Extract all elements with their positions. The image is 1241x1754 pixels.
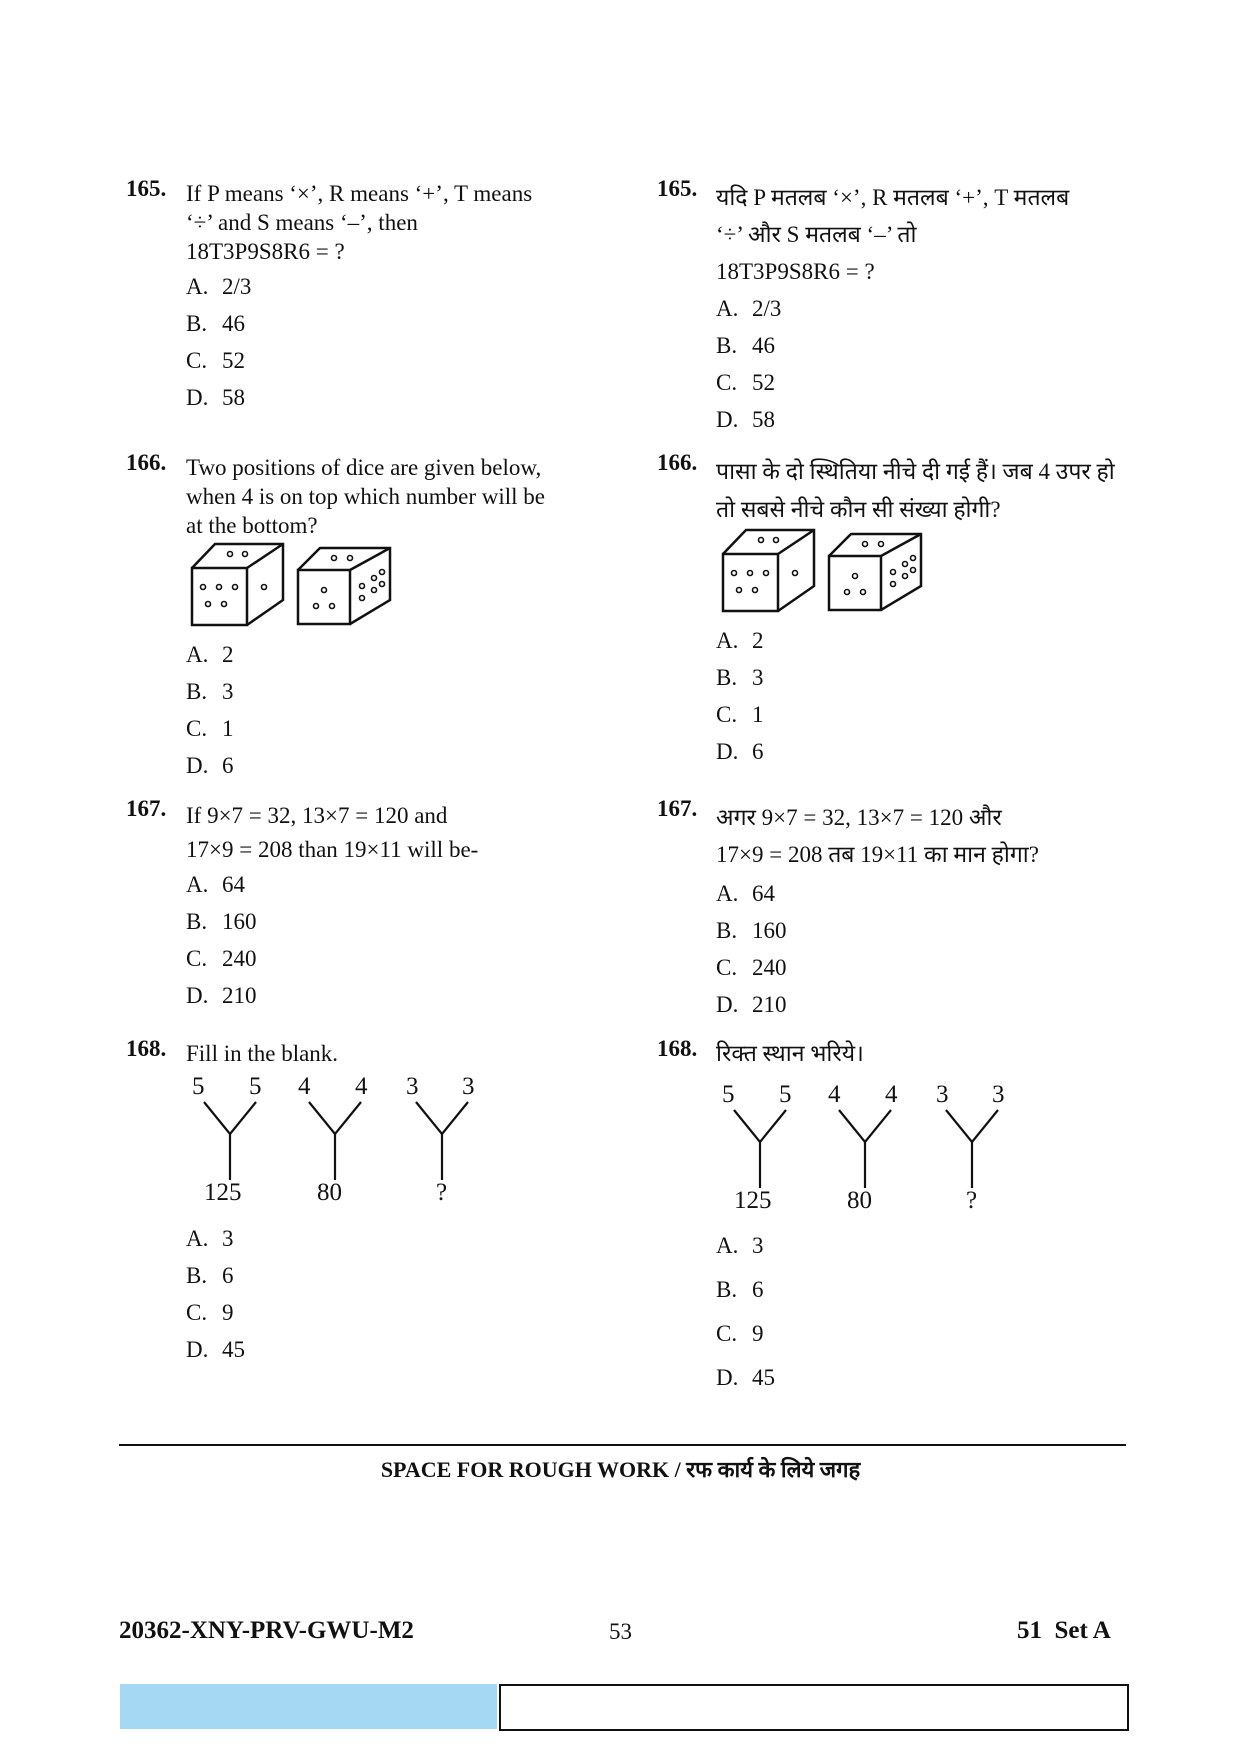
option-b[interactable]: B. 46	[186, 311, 245, 336]
tree-3-bottom: ?	[436, 1179, 448, 1206]
question-line: Fill in the blank.	[186, 1041, 339, 1066]
option-a[interactable]: A. 2/3	[186, 274, 252, 299]
tree-1-bottom: 125	[734, 1187, 772, 1214]
option-c[interactable]: C. 52	[716, 370, 775, 395]
option-b[interactable]: B. 160	[716, 918, 787, 943]
question-number: 168.	[657, 1036, 698, 1061]
question-line: Two positions of dice are given below,	[186, 455, 542, 480]
dice-figure	[190, 542, 395, 630]
question-text	[186, 179, 532, 266]
option-a[interactable]: A. 64	[186, 872, 245, 897]
tree-2-right: 4	[355, 1073, 368, 1100]
question-number: 166.	[657, 450, 698, 475]
option-c[interactable]: C. 240	[716, 955, 787, 980]
question-line: ‘÷’ और S मतलब ‘–’ तो	[716, 222, 917, 247]
question-line: पासा के दो स्थितिया नीचे दी गई हैं। जब 4 उपर हो	[716, 459, 1115, 484]
option-c[interactable]: C. 52	[186, 348, 245, 373]
number-tree-figure	[716, 1076, 1016, 1216]
question-line: यदि P मतलब ‘×’, R मतलब ‘+’, T मतलब	[716, 185, 1070, 210]
question-number: 167.	[126, 796, 167, 821]
question-line: If 9×7 = 32, 13×7 = 120 and	[186, 803, 448, 828]
tree-2-left: 4	[828, 1081, 841, 1108]
tree-2-bottom: 80	[847, 1187, 872, 1214]
option-a[interactable]: A. 2/3	[716, 296, 782, 321]
tree-1-right: 5	[249, 1073, 262, 1100]
option-b[interactable]: B. 3	[186, 679, 234, 704]
option-b[interactable]: B. 3	[716, 665, 764, 690]
question-text	[716, 453, 1115, 529]
tree-1-left: 5	[192, 1073, 205, 1100]
option-b[interactable]: B. 160	[186, 909, 257, 934]
option-c[interactable]: C. 1	[186, 716, 234, 741]
question-text	[716, 799, 1039, 873]
footer-blank-box	[499, 1684, 1129, 1731]
option-a[interactable]: A. 2	[186, 642, 234, 667]
option-d[interactable]: D. 58	[716, 407, 775, 432]
question-text	[186, 799, 478, 867]
question-number: 167.	[657, 796, 698, 821]
option-d[interactable]: D. 6	[186, 753, 234, 778]
option-d[interactable]: D. 210	[716, 992, 787, 1017]
option-a[interactable]: A. 3	[186, 1226, 234, 1251]
tree-2-left: 4	[298, 1073, 311, 1100]
tree-3-right: 3	[462, 1073, 475, 1100]
question-line: 17×9 = 208 तब 19×11 का मान होगा?	[716, 842, 1039, 867]
die-1	[192, 544, 283, 625]
question-line: तो सबसे नीचे कौन सी संख्या होगी?	[716, 497, 1001, 522]
option-c[interactable]: C. 9	[716, 1321, 764, 1346]
option-d[interactable]: D. 45	[186, 1337, 245, 1362]
option-d[interactable]: D. 210	[186, 983, 257, 1008]
die-2	[298, 548, 390, 624]
option-d[interactable]: D. 45	[716, 1365, 775, 1390]
tree-3-left: 3	[406, 1073, 419, 1100]
option-c[interactable]: C. 240	[186, 946, 257, 971]
tree-2-right: 4	[885, 1081, 898, 1108]
question-number: 165.	[126, 176, 167, 201]
option-d[interactable]: D. 6	[716, 739, 764, 764]
option-b[interactable]: B. 6	[186, 1263, 234, 1288]
question-line: If P means ‘×’, R means ‘+’, T means	[186, 181, 533, 206]
tree-1-left: 5	[722, 1081, 735, 1108]
question-line: at the bottom?	[186, 513, 318, 538]
rough-work-label: SPACE FOR ROUGH WORK / रफ कार्य के लिये जगह	[380, 1457, 861, 1482]
question-number: 165.	[657, 176, 698, 201]
tree-3-right: 3	[992, 1081, 1005, 1108]
set-label: 51 Set A	[1017, 1617, 1111, 1644]
question-line: ‘÷’ and S means ‘–’, then	[186, 210, 418, 235]
option-b[interactable]: B. 46	[716, 333, 775, 358]
footer-color-bar	[120, 1684, 497, 1729]
tree-1-bottom: 125	[204, 1179, 242, 1206]
question-line: 17×9 = 208 than 19×11 will be-	[186, 837, 479, 862]
option-c[interactable]: C. 9	[186, 1300, 234, 1325]
option-a[interactable]: A. 2	[716, 628, 764, 653]
question-number: 166.	[126, 450, 167, 475]
number-tree-figure	[186, 1068, 486, 1208]
tree-3-bottom: ?	[966, 1187, 978, 1214]
question-text	[716, 1039, 864, 1068]
option-b[interactable]: B. 6	[716, 1277, 764, 1302]
question-text	[186, 453, 545, 540]
question-line: रिक्त स्थान भरिये।	[716, 1041, 864, 1066]
tree-2-bottom: 80	[317, 1179, 342, 1206]
option-c[interactable]: C. 1	[716, 702, 764, 727]
tree-1-right: 5	[779, 1081, 792, 1108]
question-number: 168.	[126, 1036, 167, 1061]
option-a[interactable]: A. 64	[716, 881, 775, 906]
option-d[interactable]: D. 58	[186, 385, 245, 410]
question-line: 18T3P9S8R6 = ?	[186, 239, 345, 264]
question-line: 18T3P9S8R6 = ?	[716, 259, 875, 284]
question-line: when 4 is on top which number will be	[186, 484, 546, 509]
tree-3-left: 3	[936, 1081, 949, 1108]
question-line: अगर 9×7 = 32, 13×7 = 120 और	[716, 805, 1002, 830]
dice-figure	[721, 528, 926, 616]
question-text	[186, 1039, 338, 1068]
paper-code: 20362-XNY-PRV-GWU-M2	[119, 1617, 414, 1644]
question-text	[716, 179, 1069, 290]
option-a[interactable]: A. 3	[716, 1233, 764, 1258]
rough-work-divider	[119, 1444, 1126, 1446]
page-number: 53	[609, 1619, 632, 1644]
